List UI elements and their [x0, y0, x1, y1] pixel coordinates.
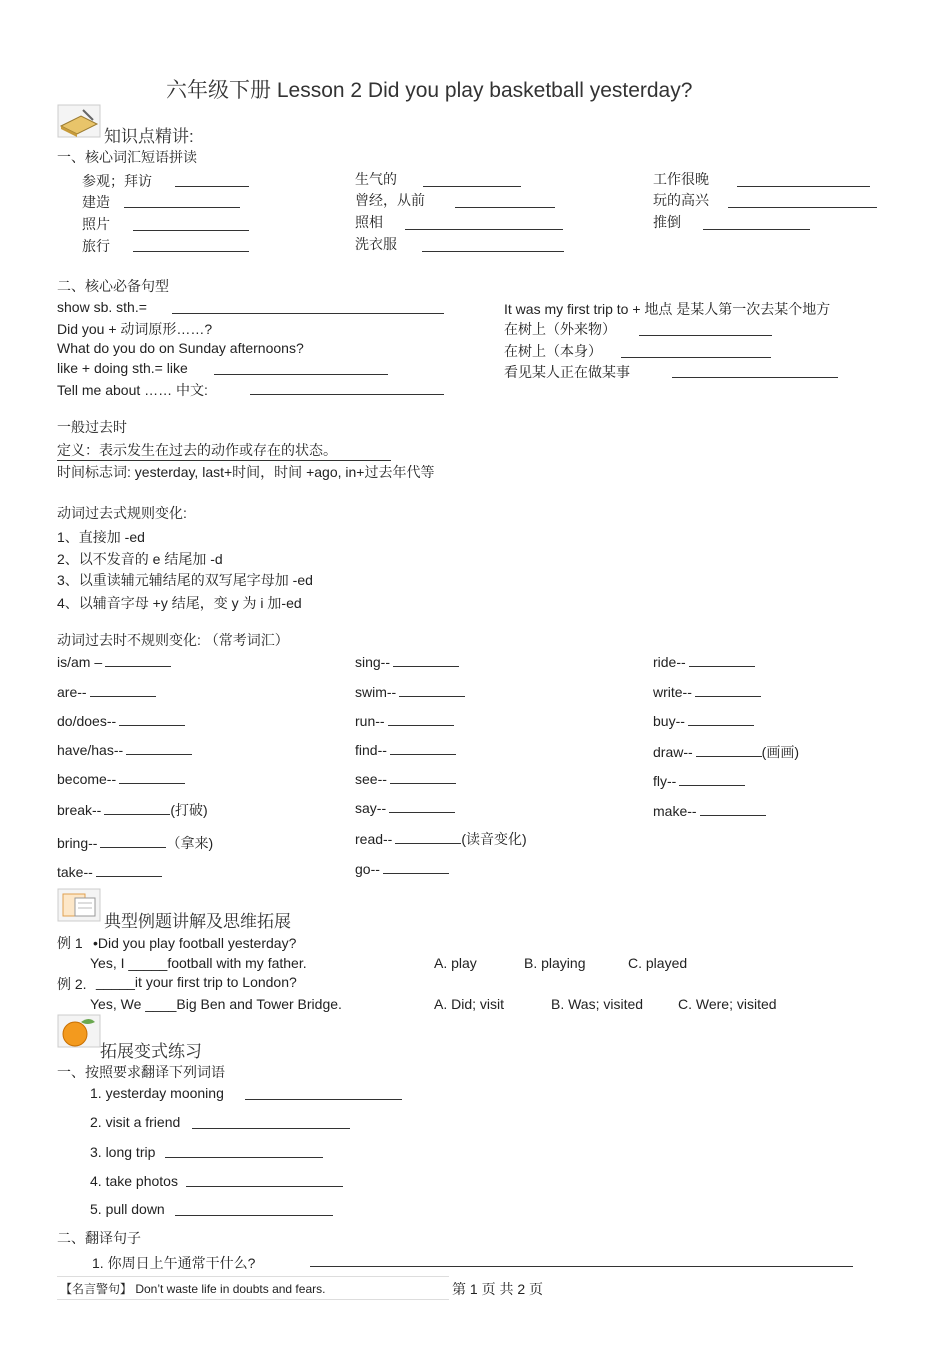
- verb-base: swim--: [355, 684, 397, 700]
- answer-line[interactable]: [133, 251, 249, 252]
- verb-note: （拿来): [166, 835, 214, 851]
- practice-item: 3. long trip: [90, 1144, 156, 1160]
- option[interactable]: B. playing: [524, 955, 586, 971]
- answer-line[interactable]: [172, 313, 444, 314]
- verb-base: see--: [355, 771, 387, 787]
- verb-base: ride--: [653, 654, 686, 670]
- vocab-item: 玩的高兴: [653, 192, 709, 208]
- irregular-verb: [355, 861, 449, 877]
- irregular-verb: [355, 800, 455, 816]
- irregular-verb: [653, 684, 761, 700]
- orange-icon: [57, 1014, 101, 1048]
- verb-base: buy--: [653, 713, 685, 729]
- sentence-pattern: Tell me about …… 中文:: [57, 382, 208, 398]
- irregular-verb: [57, 833, 213, 853]
- vocab-item: 照片: [82, 216, 110, 232]
- answer-line[interactable]: [423, 186, 521, 187]
- answer-line[interactable]: [689, 654, 755, 667]
- irregular-verb: [57, 864, 162, 880]
- practice-part2-heading: 二、翻译句子: [57, 1230, 141, 1246]
- book-icon: [57, 104, 101, 138]
- irregular-verb: [653, 654, 755, 670]
- vocab-item: 建造: [82, 194, 110, 210]
- irregular-verb: [355, 713, 454, 729]
- verb-base: fly--: [653, 773, 677, 789]
- option[interactable]: A. play: [434, 955, 477, 971]
- answer-line[interactable]: [422, 251, 564, 252]
- verb-base: bring--: [57, 835, 98, 851]
- answer-line[interactable]: [192, 1128, 350, 1129]
- practice-part1-heading: 一、按照要求翻译下列词语: [57, 1064, 225, 1080]
- answer-line[interactable]: [186, 1186, 343, 1187]
- example-question: _____it your first trip to London?: [96, 974, 297, 990]
- answer-line[interactable]: [175, 1215, 333, 1216]
- regular-heading: 动词过去式规则变化:: [57, 505, 187, 521]
- answer-line[interactable]: [399, 684, 465, 697]
- answer-line[interactable]: [119, 771, 185, 784]
- answer-line[interactable]: [621, 357, 771, 358]
- sentence-pattern: 在树上（外来物）: [504, 321, 616, 337]
- tense-definition: 定义：表示发生在过去的动作或存在的状态。: [57, 440, 391, 461]
- irregular-verb: [653, 803, 766, 819]
- answer-line[interactable]: [214, 374, 388, 375]
- verb-base: are--: [57, 684, 87, 700]
- answer-line[interactable]: [393, 654, 459, 667]
- answer-line[interactable]: [96, 864, 162, 877]
- rule-item: 4、以辅音字母 +y 结尾，变 y 为 i 加-ed: [57, 595, 302, 611]
- answer-line[interactable]: [104, 802, 170, 815]
- answer-line[interactable]: [695, 684, 761, 697]
- irregular-verb: [57, 800, 208, 820]
- example-question: •Did you play football yesterday?: [93, 935, 297, 951]
- practice-item: 1. yesterday mooning: [90, 1085, 224, 1101]
- page-number: 第 1 页 共 2 页: [452, 1281, 544, 1297]
- answer-line[interactable]: [390, 742, 456, 755]
- irregular-verb: [355, 771, 456, 787]
- answer-line[interactable]: [133, 230, 249, 231]
- irregular-verb: [57, 684, 156, 700]
- answer-line[interactable]: [383, 861, 449, 874]
- vocab-item: 推倒: [653, 214, 681, 230]
- answer-line[interactable]: [245, 1099, 402, 1100]
- option[interactable]: A. Did; visit: [434, 996, 505, 1012]
- option[interactable]: B. Was; visited: [551, 996, 644, 1012]
- sentence-pattern: What do you do on Sunday afternoons?: [57, 340, 304, 356]
- vocab-item: 生气的: [355, 171, 397, 187]
- answer-line[interactable]: [688, 713, 754, 726]
- irregular-verb: [57, 771, 185, 787]
- sentence-pattern: 看见某人正在做某事: [504, 364, 630, 380]
- answer-line[interactable]: [639, 335, 772, 336]
- answer-line[interactable]: [310, 1266, 853, 1267]
- irregular-heading: 动词过去时不规则变化: （常考词汇）: [57, 632, 289, 648]
- sentence-pattern: like + doing sth.= like: [57, 360, 188, 376]
- answer-line[interactable]: [124, 207, 240, 208]
- answer-line[interactable]: [390, 771, 456, 784]
- verb-base: find--: [355, 742, 387, 758]
- answer-line[interactable]: [737, 186, 870, 187]
- verb-base: draw--: [653, 744, 693, 760]
- irregular-verb: [355, 742, 456, 758]
- answer-line[interactable]: [703, 229, 810, 230]
- verb-base: read--: [355, 831, 393, 847]
- sentence-pattern: It was my first trip to + 地点 是某人第一次去某个地方: [504, 301, 831, 317]
- example-label: 例 1: [57, 935, 83, 951]
- answer-line[interactable]: [389, 800, 455, 813]
- practice-item: 4. take photos: [90, 1173, 178, 1189]
- verb-base: is/am –: [57, 654, 103, 670]
- verb-base: break--: [57, 802, 102, 818]
- section-heading-practice: 拓展变式练习: [100, 1042, 202, 1061]
- rule-item: 1、直接加 -ed: [57, 529, 145, 545]
- irregular-verb: [355, 684, 465, 700]
- verb-base: take--: [57, 864, 93, 880]
- answer-line[interactable]: [165, 1157, 323, 1158]
- answer-line[interactable]: [119, 713, 185, 726]
- rule-item: 2、以不发音的 e 结尾加 -d: [57, 551, 223, 567]
- answer-line[interactable]: [175, 186, 249, 187]
- answer-line[interactable]: [696, 744, 762, 757]
- answer-line[interactable]: [388, 713, 454, 726]
- irregular-verb: [355, 654, 459, 670]
- notebook-icon: [57, 888, 101, 922]
- answer-line[interactable]: [679, 773, 745, 786]
- sentence-pattern: Did you + 动词原形……?: [57, 321, 213, 337]
- answer-line[interactable]: [672, 377, 838, 378]
- irregular-verb: [57, 713, 185, 729]
- sentence-pattern: show sb. sth.=: [57, 299, 147, 315]
- verb-note: (打破): [170, 802, 208, 818]
- example-label: 例 2.: [57, 976, 87, 992]
- answer-line[interactable]: [405, 229, 563, 230]
- verb-note: (画画): [761, 744, 799, 760]
- irregular-verb: [355, 829, 527, 849]
- answer-line[interactable]: [250, 394, 444, 395]
- practice-item: 5. pull down: [90, 1201, 165, 1217]
- answer-line[interactable]: [700, 803, 766, 816]
- answer-line[interactable]: [105, 654, 171, 667]
- answer-line[interactable]: [100, 835, 166, 848]
- tense-markers: 时间标志词: yesterday, last+时间，时间 +ago, in+过去年代等: [57, 464, 435, 480]
- verb-base: make--: [653, 803, 697, 819]
- example-answer: Yes, We ____Big Ben and Tower Bridge.: [90, 996, 342, 1012]
- section-heading-examples: 典型例题讲解及思维拓展: [104, 912, 291, 931]
- rule-item: 3、以重读辅元辅结尾的双写尾字母加 -ed: [57, 572, 313, 588]
- translate-sentence: 1. 你周日上午通常干什么?: [92, 1255, 256, 1271]
- verb-note: (读音变化): [461, 831, 527, 847]
- irregular-verb: [653, 742, 799, 762]
- sentence-pattern: 在树上（本身）: [504, 343, 602, 359]
- vocab-item: 曾经，从前: [355, 192, 425, 208]
- vocab-item: 照相: [355, 214, 383, 230]
- vocab-item: 参观；拜访: [82, 173, 152, 189]
- answer-line[interactable]: [395, 831, 461, 844]
- footer-quote: 【名言警句】 Don’t waste life in doubts and fears.: [60, 1282, 326, 1296]
- irregular-verb: [57, 654, 171, 670]
- option[interactable]: C. Were; visited: [678, 996, 777, 1012]
- irregular-verb: [653, 713, 754, 729]
- answer-line[interactable]: [126, 742, 192, 755]
- vocab-heading: 一、核心词汇短语拼读: [57, 149, 197, 165]
- verb-base: sing--: [355, 654, 391, 670]
- vocab-item: 旅行: [82, 238, 110, 254]
- verb-base: go--: [355, 861, 380, 877]
- verb-base: do/does--: [57, 713, 117, 729]
- irregular-verb: [57, 742, 192, 758]
- sentences-heading: 二、核心必备句型: [57, 278, 169, 294]
- example-answer: Yes, I _____football with my father.: [90, 955, 307, 971]
- verb-base: run--: [355, 713, 385, 729]
- verb-base: become--: [57, 771, 117, 787]
- answer-line[interactable]: [90, 684, 156, 697]
- verb-base: write--: [653, 684, 692, 700]
- option[interactable]: C. played: [628, 955, 688, 971]
- verb-base: have/has--: [57, 742, 124, 758]
- answer-line[interactable]: [728, 207, 877, 208]
- page-title: 六年级下册 Lesson 2 Did you play basketball yesterday?: [166, 79, 693, 102]
- tense-heading: 一般过去时: [57, 419, 127, 435]
- verb-base: say--: [355, 800, 387, 816]
- section-heading-knowledge: 知识点精讲:: [104, 127, 194, 146]
- irregular-verb: [653, 773, 745, 789]
- answer-line[interactable]: [455, 207, 555, 208]
- vocab-item: 洗衣服: [355, 236, 397, 252]
- practice-item: 2. visit a friend: [90, 1114, 181, 1130]
- vocab-item: 工作很晚: [653, 171, 709, 187]
